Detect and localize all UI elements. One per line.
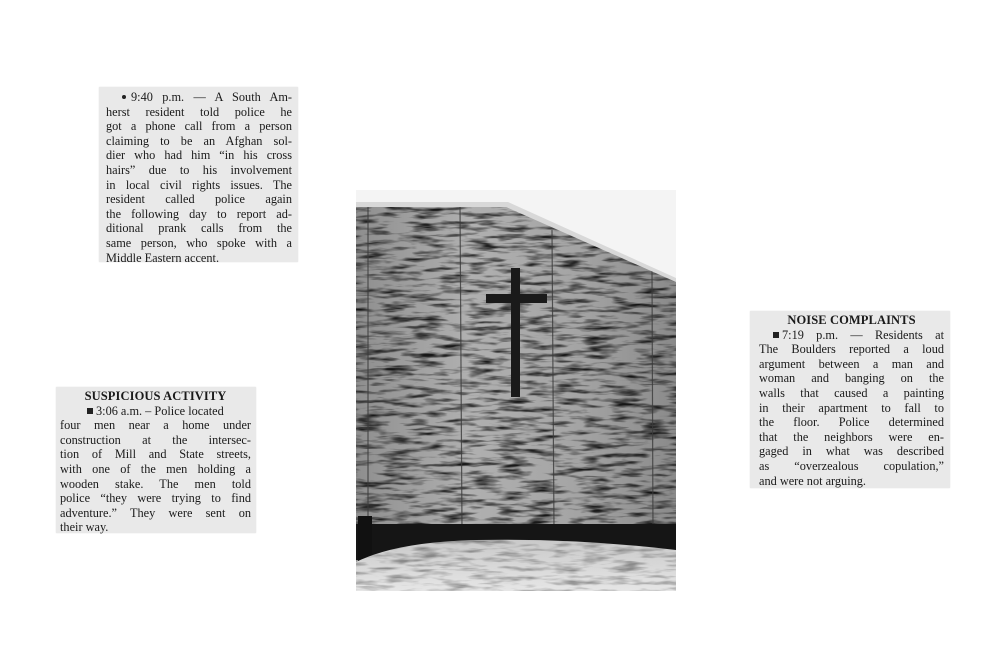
clipping-heading: SUSPICIOUS ACTIVITY	[84, 389, 227, 403]
text-line: 7:19 p.m. — Residents at	[782, 327, 944, 342]
bedspread-texture	[356, 540, 676, 591]
text-line: the following day to report ad-	[106, 206, 292, 221]
clipping-body	[759, 328, 944, 489]
text-line: Middle Eastern accent.	[106, 250, 220, 265]
square-bullet-icon	[87, 408, 93, 414]
text-line: claiming to be an Afghan sol-	[106, 133, 292, 148]
text-line: herst resident told police he	[106, 104, 292, 119]
text-line: argument between a man and	[759, 356, 944, 371]
text-line: four men near a home under	[60, 418, 251, 433]
text-line: walls that caused a painting	[759, 385, 944, 400]
clipping-prank-call	[99, 87, 298, 265]
text-line: 9:40 p.m. — A South Am-	[131, 90, 292, 104]
photo-image	[356, 190, 676, 591]
bullet-icon	[122, 95, 126, 99]
text-line: dier who had him “in his cross	[106, 148, 292, 163]
text-line: hairs” due to his involvement	[106, 162, 292, 177]
text-line: police “they were trying to find	[60, 491, 251, 506]
clipping-body	[60, 404, 251, 535]
square-bullet-icon	[773, 332, 779, 338]
text-line: ditional prank calls from the	[106, 221, 292, 236]
clipping-suspicious-activity	[56, 387, 256, 533]
text-line: and were not arguing.	[759, 473, 866, 488]
text-line: as “overzealous copulation,”	[759, 458, 944, 473]
clipping-body	[106, 90, 292, 265]
text-line: same person, who spoke with a	[106, 235, 292, 250]
text-line: wooden stake. The men told	[60, 476, 251, 491]
text-line: the floor. Police determined	[759, 415, 944, 430]
clipping-noise-complaints	[750, 311, 950, 488]
text-line: their way.	[60, 520, 109, 535]
text-line: adventure.” They were sent on	[60, 505, 251, 520]
text-line: in their apartment to fall to	[759, 400, 944, 415]
cross-on-wall-photo	[356, 190, 676, 591]
text-line: gaged in what was described	[759, 444, 944, 459]
text-line: woman and banging on the	[759, 371, 944, 386]
text-line: in local civil rights issues. The	[106, 177, 292, 192]
text-line: that the neighbors were en-	[759, 429, 944, 444]
text-line: got a phone call from a person	[106, 119, 292, 134]
text-line: resident called police again	[106, 192, 292, 207]
text-line: with one of the men holding a	[60, 461, 251, 476]
text-line: tion of Mill and State streets,	[60, 447, 251, 462]
text-line: 3:06 a.m. – Police located	[96, 403, 224, 418]
text-line: construction at the intersec-	[60, 432, 251, 447]
clipping-heading: NOISE COMPLAINTS	[787, 313, 916, 327]
text-line: The Boulders reported a loud	[759, 342, 944, 357]
